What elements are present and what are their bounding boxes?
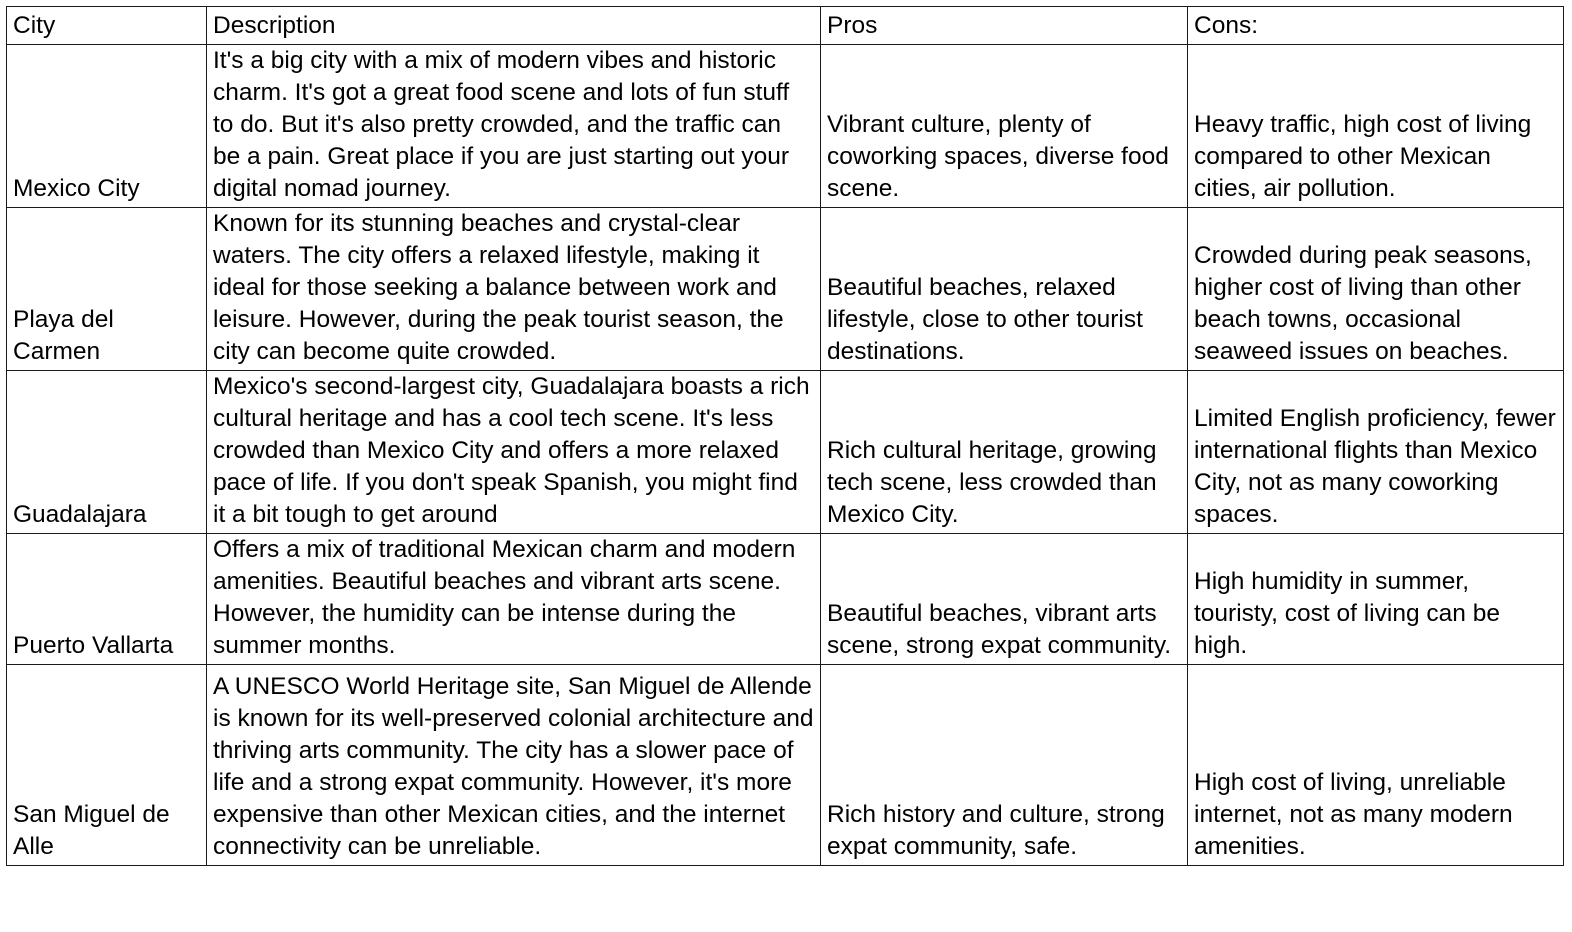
pros-cell[interactable] [821,534,1188,665]
description-cell[interactable] [207,208,821,371]
header-pros-cell[interactable] [821,7,1188,45]
description-cell[interactable] [207,534,821,665]
pros-text: Beautiful beaches, relaxed lifestyle, close to other tourist destinations. [827,274,1143,365]
description-text: Mexico's second-largest city, Guadalajara boasts a rich cultural heritage and has a cool tech scene. It's less crowded than Mexico City and offers a more relaxed pace of life. If you don't speak Spanish, you might find it a bit tough to get around [213,373,810,528]
description-text: A UNESCO World Heritage site, San Miguel de Allende is known for its well-preserved colonial architecture and thriving arts community. The city has a slower pace of life and a strong expat community. However, it's more expensive than other Mexican cities, and the internet connectivity can be unreliable. [213,673,814,860]
pros-text: Vibrant culture, plenty of coworking spaces, diverse food scene. [827,111,1169,202]
description-text: Offers a mix of traditional Mexican charm and modern amenities. Beautiful beaches and vibrant arts scene. However, the humidity can be intense during the summer months. [213,536,796,659]
pros-cell[interactable] [821,371,1188,534]
description-cell[interactable] [207,371,821,534]
comparison-table [6,6,1564,866]
city-name: Guadalajara [13,501,147,528]
city-name: San Miguel de Alle [13,801,170,860]
pros-cell[interactable] [821,208,1188,371]
description-cell[interactable] [207,45,821,208]
cons-text: Heavy traffic, high cost of living compared to other Mexican cities, air pollution. [1194,111,1532,202]
cons-cell[interactable] [1188,45,1564,208]
pros-text: Rich cultural heritage, growing tech scene, less crowded than Mexico City. [827,437,1157,528]
cons-cell[interactable] [1188,534,1564,665]
table-row [7,208,1564,371]
cons-text: Crowded during peak seasons, higher cost of living than other beach towns, occasional seaweed issues on beaches. [1194,242,1532,365]
table-row [7,534,1564,665]
city-cell[interactable] [7,45,207,208]
description-cell[interactable] [207,665,821,866]
header-cons-label: Cons: [1194,12,1259,39]
city-name: Puerto Vallarta [13,632,174,659]
header-description-label: Description [213,12,336,39]
table-row [7,45,1564,208]
header-city-label: City [13,12,56,39]
table-row [7,665,1564,866]
city-name: Mexico City [13,175,140,202]
city-cell[interactable] [7,665,207,866]
pros-text: Beautiful beaches, vibrant arts scene, strong expat community. [827,600,1172,659]
cons-text: High humidity in summer, touristy, cost of living can be high. [1194,568,1500,659]
city-cell[interactable] [7,534,207,665]
header-description-cell[interactable] [207,7,821,45]
cons-cell[interactable] [1188,665,1564,866]
city-cell[interactable] [7,371,207,534]
header-row [7,7,1564,45]
header-city-cell[interactable] [7,7,207,45]
table-row [7,371,1564,534]
header-pros-label: Pros [827,12,878,39]
city-cell[interactable] [7,208,207,371]
pros-text: Rich history and culture, strong expat community, safe. [827,801,1165,860]
description-text: Known for its stunning beaches and crystal-clear waters. The city offers a relaxed lifestyle, making it ideal for those seeking a balance between work and leisure. However, during the peak tourist season, the city can become quite crowded. [213,210,784,365]
cons-text: Limited English proficiency, fewer international flights than Mexico City, not as many coworking spaces. [1194,405,1556,528]
spreadsheet-grid [6,6,1564,924]
header-cons-cell[interactable] [1188,7,1564,45]
description-text: It's a big city with a mix of modern vibes and historic charm. It's got a great food scene and lots of fun stuff to do. But it's also pretty crowded, and the traffic can be a pain. Great place if you are just starting out your digital nomad journey. [213,47,790,202]
pros-cell[interactable] [821,665,1188,866]
pros-cell[interactable] [821,45,1188,208]
city-name: Playa del Carmen [13,306,114,365]
cons-cell[interactable] [1188,371,1564,534]
cons-text: High cost of living, unreliable internet, not as many modern amenities. [1194,769,1513,860]
cons-cell[interactable] [1188,208,1564,371]
